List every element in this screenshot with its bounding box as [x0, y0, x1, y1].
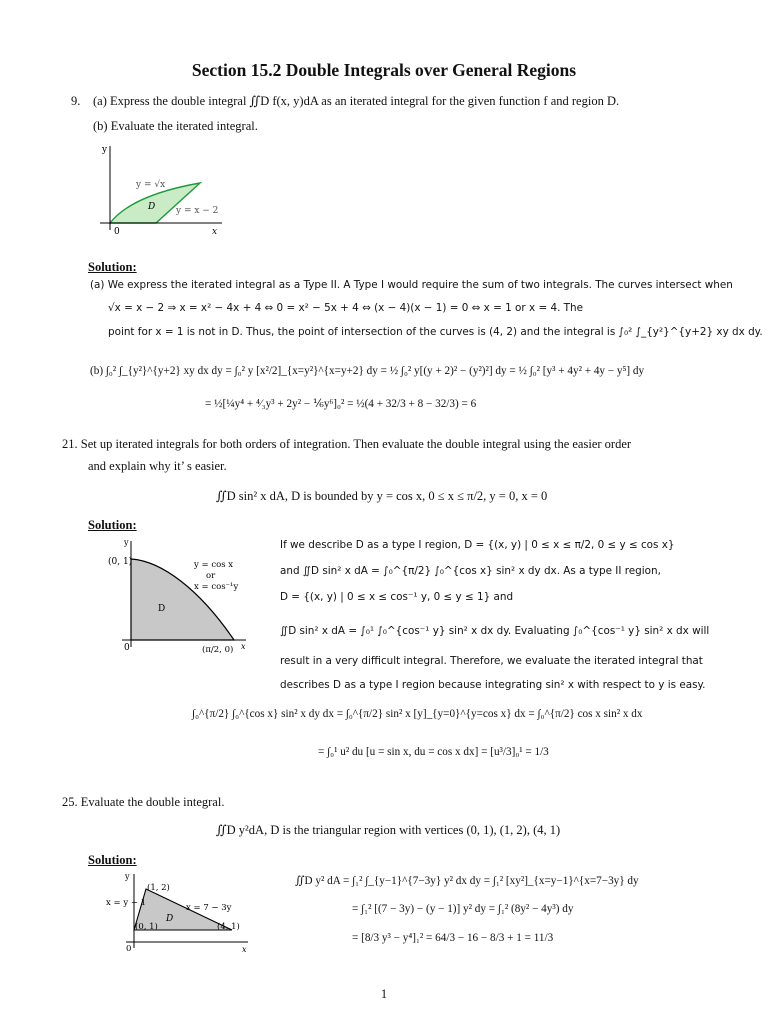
problem-21-line2: and explain why it’ s easier. [88, 459, 227, 473]
page-number: 1 [380, 987, 388, 1001]
problem-21-statement: ∬D sin² x dA, D is bounded by y = cos x, 0 ≤ x ≤ π/2, y = 0, x = 0 [216, 489, 548, 503]
problem-9-sol-b-line1: (b) ∫₀² ∫_{y²}^{y+2} xy dx dy = ∫₀² y [x²/2]_{x=y²}^{x=y+2} dy = ½ ∫₀² y[(y + 2)² − (y²)²] dy = ½ ∫₀² [y³ + 4y² + 4y − y⁵] dy [90, 365, 645, 377]
problem-9-figure [92, 140, 242, 240]
problem-25-line1: 25. Evaluate the double integral. [62, 795, 225, 809]
problem-21-text6: describes D as a type I region because integrating sin² x with respect to y is easy. [280, 679, 706, 691]
problem-9-sol-b-line2: = ½[¼y⁴ + ⁴⁄₃y³ + 2y² − ⅙y⁶]₀² = ½(4 + 32/3 + 8 − 32/3) = 6 [205, 398, 477, 410]
fig21-point-top: (0, 1) [108, 557, 133, 567]
problem-21-text2: and ∬D sin² x dA = ∫₀^{π/2} ∫₀^{cos x} sin² x dy dx. As a type II region, [280, 565, 661, 577]
fig25-origin: 0 [126, 944, 132, 954]
problem-21-eq1: ∫₀^{π/2} ∫₀^{cos x} sin² x dy dx = ∫₀^{π/2} sin² x [y]_{y=0}^{y=cos x} dx = ∫₀^{π/2} cos x sin² x dx [192, 708, 643, 720]
fig25-y-label: y [125, 872, 130, 881]
page-title: Section 15.2 Double Integrals over General Regions [191, 60, 577, 80]
fig25-vertex3: (4, 1) [217, 922, 240, 932]
fig21-region-label: D [158, 604, 166, 614]
problem-21-text4: ∬D sin² x dA = ∫₀¹ ∫₀^{cos⁻¹ y} sin² x dx dy. Evaluating ∫₀^{cos⁻¹ y} sin² x dx will [280, 625, 710, 637]
fig9-curve2-label: y = x − 2 [176, 206, 219, 216]
fig25-vertex2: (0, 1) [135, 922, 158, 932]
problem-9-part-b: (b) Evaluate the iterated integral. [93, 119, 258, 133]
fig21-point-right: (π/2, 0) [202, 645, 234, 655]
problem-9-sol-a-line1: (a) We express the iterated integral as a Type II. A Type I would require the sum of two integrals. The curves intersect when [90, 279, 733, 291]
fig25-left-line: x = y − 1 [106, 898, 147, 908]
problem-9-number: 9. [71, 94, 81, 108]
fig21-curve-label2: or [206, 571, 216, 581]
fig21-y-label: y [124, 538, 129, 547]
problem-21-line1: 21. Set up iterated integrals for both orders of integration. Then evaluate the double integral using the easier order [62, 437, 632, 451]
problem-25-solution-label: Solution: [88, 853, 137, 867]
fig25-right-line: x = 7 − 3y [186, 903, 232, 913]
problem-25-eq2: = ∫₁² [(7 − 3y) − (y − 1)] y² dy = ∫₁² (8y² − 4y³) dy [352, 903, 574, 915]
fig21-curve-label1: y = cos x [194, 560, 234, 570]
problem-25-figure [102, 868, 262, 956]
fig25-region-label: D [166, 914, 174, 924]
problem-21-solution-label: Solution: [88, 518, 137, 532]
problem-25-eq1: ∬D y² dA = ∫₁² ∫_{y−1}^{7−3y} y² dx dy = ∫₁² [xy²]_{x=y−1}^{x=7−3y} dy [295, 875, 639, 887]
problem-21-eq2: = ∫₀¹ u² du [u = sin x, du = cos x dx] = [u³/3]₀¹ = 1/3 [318, 746, 549, 758]
problem-21-text1: If we describe D as a type I region, D = {(x, y) | 0 ≤ x ≤ π/2, 0 ≤ y ≤ cos x} [280, 539, 675, 551]
fig21-origin: 0 [124, 643, 130, 653]
fig25-x-label: x [242, 945, 247, 954]
problem-9-sol-a-line3: point for x = 1 is not in D. Thus, the point of intersection of the curves is (4, 2) and the integral is ∫₀² ∫_{y²}^{y+2} xy dx dy. [108, 326, 763, 338]
fig21-x-label: x [241, 642, 246, 651]
problem-9-solution-label: Solution: [88, 260, 137, 274]
problem-21-text5: result in a very difficult integral. Therefore, we evaluate the iterated integral that [280, 655, 703, 667]
region-d-shape [131, 559, 234, 640]
problem-21-figure [100, 535, 270, 660]
problem-25-statement: ∬D y²dA, D is the triangular region with vertices (0, 1), (1, 2), (4, 1) [216, 823, 561, 837]
problem-25-eq3: = [8/3 y³ − y⁴]₁² = 64/3 − 16 − 8/3 + 1 = 11/3 [352, 932, 554, 944]
fig9-region-label: D [148, 202, 156, 212]
problem-9-sol-a-line2: √x = x − 2 ⇒ x = x² − 4x + 4 ⇔ 0 = x² − 5x + 4 ⇔ (x − 4)(x − 1) = 0 ⇔ x = 1 or x = 4. The [108, 302, 583, 314]
fig9-y-label: y [102, 145, 108, 155]
fig9-x-label: x [212, 227, 218, 237]
fig21-curve-label3: x = cos⁻¹y [194, 582, 239, 592]
problem-21-text3: D = {(x, y) | 0 ≤ x ≤ cos⁻¹ y, 0 ≤ y ≤ 1} and [280, 591, 514, 603]
fig25-vertex1: (1, 2) [147, 883, 170, 893]
problem-9-part-a: (a) Express the double integral ∬D f(x, y)dA as an iterated integral for the given function f and region D. [93, 94, 620, 108]
fig9-origin: 0 [114, 227, 120, 237]
fig9-curve1-label: y = √x [136, 180, 166, 190]
